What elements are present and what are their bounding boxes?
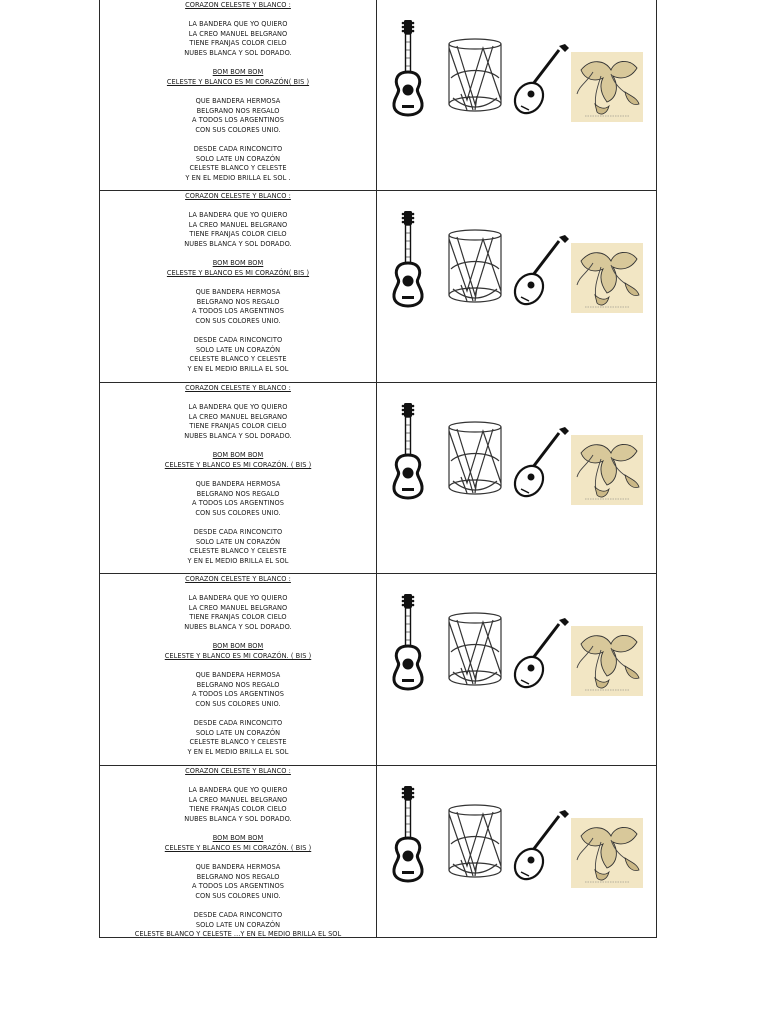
bombo-drum-icon (449, 230, 501, 302)
charango-icon (509, 44, 569, 119)
stanza-gap (102, 661, 374, 671)
instruments-illustration (377, 574, 654, 765)
lyric-line: DESDE CADA RINCONCITO (193, 718, 283, 727)
lyric-line: CON SUS COLORES UNIO. (195, 699, 281, 708)
instruments-illustration (377, 191, 654, 382)
song-block (100, 0, 656, 190)
lyric-line: A TODOS LOS ARGENTINOS (192, 690, 284, 699)
instruments-illustration (377, 383, 654, 573)
bombo-drum-icon (449, 805, 501, 877)
lyrics-cell (100, 0, 377, 190)
stanza-gap (102, 87, 374, 97)
lyric-line: LA CREO MANUEL BELGRANO (188, 220, 288, 229)
stanza-gap (102, 59, 374, 69)
bombo-drum-icon (449, 422, 501, 494)
lyric-line: CELESTE BLANCO Y CELESTE (189, 164, 287, 173)
lyric-line: CELESTE BLANCO Y CELESTE (189, 355, 287, 364)
lyric-line: LA BANDERA QUE YO QUIERO (188, 786, 288, 795)
lyrics-cell (100, 383, 377, 573)
lyric-line: Y EN EL MEDIO BRILLA EL SOL . (185, 173, 291, 182)
stanza-gap (102, 442, 374, 452)
lyric-line: SOLO LATE UN CORAZÓN (195, 537, 281, 546)
song-block (100, 190, 656, 382)
stanza-gap (102, 518, 374, 528)
lyric-line: BELGRANO NOS REGALO (196, 297, 280, 306)
illustrations-cell (377, 0, 656, 190)
song-title: CORAZON CELESTE Y BLANCO : (185, 192, 291, 200)
stanza-gap (102, 278, 374, 288)
stanza-gap (102, 135, 374, 145)
lyric-line: NUBES BLANCA Y SOL DORADO. (184, 239, 292, 248)
lyric-line: A TODOS LOS ARGENTINOS (192, 499, 284, 508)
lyrics-cell (100, 574, 377, 765)
stanza-gap (102, 585, 374, 595)
chorus-line: BOM BOM BOM (212, 834, 264, 843)
lyric-line: TIENE FRANJAS COLOR CIELO (189, 422, 287, 431)
songsheet-table (99, 0, 657, 938)
chorus-line: CELESTE Y BLANCO ES MI CORAZÓN. ( BIS ) (164, 843, 312, 852)
stanza-gap (102, 202, 374, 212)
song-title: CORAZON CELESTE Y BLANCO : (185, 1, 291, 9)
lyric-line: CELESTE BLANCO Y CELESTE ...Y EN EL MEDIO BRILLA EL SOL (134, 930, 342, 939)
lyric-line: CON SUS COLORES UNIO. (195, 316, 281, 325)
lyric-line: DESDE CADA RINCONCITO (193, 335, 283, 344)
lyric-line: DESDE CADA RINCONCITO (193, 910, 283, 919)
lyric-line: CON SUS COLORES UNIO. (195, 125, 281, 134)
lyric-line: CON SUS COLORES UNIO. (195, 508, 281, 517)
stanza-gap (102, 709, 374, 719)
stanza-gap (102, 633, 374, 643)
stanza-gap (102, 901, 374, 911)
lyric-line: Y EN EL MEDIO BRILLA EL SOL (187, 747, 289, 756)
lyric-line: Y EN EL MEDIO BRILLA EL SOL (187, 556, 289, 565)
bombo-drum-icon (449, 39, 501, 111)
lyric-line: LA CREO MANUEL BELGRANO (188, 795, 288, 804)
lyric-line: LA BANDERA QUE YO QUIERO (188, 211, 288, 220)
lyric-line: QUE BANDERA HERMOSA (195, 479, 281, 488)
stanza-gap (102, 394, 374, 404)
chorus-line: CELESTE Y BLANCO ES MI CORAZÓN( BIS ) (166, 268, 310, 277)
guitar-icon (394, 20, 422, 115)
flower-illustration (571, 626, 643, 696)
illustrations-cell (377, 766, 656, 937)
lyric-line: SOLO LATE UN CORAZÓN (195, 154, 281, 163)
lyrics-cell (100, 191, 377, 382)
lyric-line: LA CREO MANUEL BELGRANO (188, 603, 288, 612)
illustrations-cell (377, 191, 656, 382)
charango-icon (509, 427, 569, 502)
lyric-line: SOLO LATE UN CORAZÓN (195, 920, 281, 929)
lyric-line: BELGRANO NOS REGALO (196, 872, 280, 881)
instruments-illustration (377, 0, 654, 190)
lyric-line: QUE BANDERA HERMOSA (195, 670, 281, 679)
lyric-line: QUE BANDERA HERMOSA (195, 287, 281, 296)
lyric-line: CELESTE BLANCO Y CELESTE (189, 547, 287, 556)
song-block (100, 573, 656, 765)
chorus-line: BOM BOM BOM (212, 259, 264, 268)
lyric-line: TIENE FRANJAS COLOR CIELO (189, 39, 287, 48)
guitar-icon (394, 403, 422, 498)
guitar-icon (394, 211, 422, 306)
lyric-line: QUE BANDERA HERMOSA (195, 862, 281, 871)
lyric-line: BELGRANO NOS REGALO (196, 106, 280, 115)
song-title: CORAZON CELESTE Y BLANCO : (185, 767, 291, 775)
lyric-line: LA CREO MANUEL BELGRANO (188, 29, 288, 38)
lyric-line: QUE BANDERA HERMOSA (195, 96, 281, 105)
instruments-illustration (377, 766, 654, 937)
song-title: CORAZON CELESTE Y BLANCO : (185, 575, 291, 583)
lyric-line: DESDE CADA RINCONCITO (193, 144, 283, 153)
chorus-line: CELESTE Y BLANCO ES MI CORAZÓN( BIS ) (166, 77, 310, 86)
stanza-gap (102, 825, 374, 835)
lyric-line: A TODOS LOS ARGENTINOS (192, 307, 284, 316)
chorus-line: BOM BOM BOM (212, 451, 264, 460)
stanza-gap (102, 250, 374, 260)
lyric-line: CELESTE BLANCO Y CELESTE (189, 738, 287, 747)
lyric-line: TIENE FRANJAS COLOR CIELO (189, 230, 287, 239)
lyric-line: NUBES BLANCA Y SOL DORADO. (184, 48, 292, 57)
stanza-gap (102, 11, 374, 21)
lyric-line: Y EN EL MEDIO BRILLA EL SOL (187, 364, 289, 373)
lyric-line: CON SUS COLORES UNIO. (195, 891, 281, 900)
illustrations-cell (377, 574, 656, 765)
lyric-line: BELGRANO NOS REGALO (196, 680, 280, 689)
lyric-line: A TODOS LOS ARGENTINOS (192, 116, 284, 125)
illustrations-cell (377, 383, 656, 573)
stanza-gap (102, 777, 374, 787)
flower-illustration (571, 52, 643, 122)
guitar-icon (394, 594, 422, 689)
stanza-gap (102, 470, 374, 480)
chorus-line: CELESTE Y BLANCO ES MI CORAZÓN. ( BIS ) (164, 651, 312, 660)
lyrics-cell (100, 766, 377, 937)
lyric-line: A TODOS LOS ARGENTINOS (192, 882, 284, 891)
lyric-line: LA CREO MANUEL BELGRANO (188, 412, 288, 421)
chorus-line: CELESTE Y BLANCO ES MI CORAZÓN. ( BIS ) (164, 460, 312, 469)
charango-icon (509, 235, 569, 310)
charango-icon (509, 810, 569, 885)
lyric-line: TIENE FRANJAS COLOR CIELO (189, 805, 287, 814)
lyric-line: NUBES BLANCA Y SOL DORADO. (184, 431, 292, 440)
lyric-line: LA BANDERA QUE YO QUIERO (188, 594, 288, 603)
lyric-line: BELGRANO NOS REGALO (196, 489, 280, 498)
stanza-gap (102, 326, 374, 336)
guitar-icon (394, 786, 422, 881)
lyric-line: SOLO LATE UN CORAZÓN (195, 345, 281, 354)
charango-icon (509, 618, 569, 693)
flower-illustration (571, 243, 643, 313)
bombo-drum-icon (449, 613, 501, 685)
lyric-line: LA BANDERA QUE YO QUIERO (188, 403, 288, 412)
chorus-line: BOM BOM BOM (212, 642, 264, 651)
flower-illustration (571, 818, 643, 888)
song-title: CORAZON CELESTE Y BLANCO : (185, 384, 291, 392)
lyric-line: SOLO LATE UN CORAZÓN (195, 728, 281, 737)
song-block (100, 765, 656, 937)
stanza-gap (102, 853, 374, 863)
lyric-line: DESDE CADA RINCONCITO (193, 527, 283, 536)
lyric-line: NUBES BLANCA Y SOL DORADO. (184, 622, 292, 631)
lyric-line: NUBES BLANCA Y SOL DORADO. (184, 814, 292, 823)
lyric-line: LA BANDERA QUE YO QUIERO (188, 20, 288, 29)
chorus-line: BOM BOM BOM (212, 68, 264, 77)
song-block (100, 382, 656, 573)
flower-illustration (571, 435, 643, 505)
lyric-line: TIENE FRANJAS COLOR CIELO (189, 613, 287, 622)
